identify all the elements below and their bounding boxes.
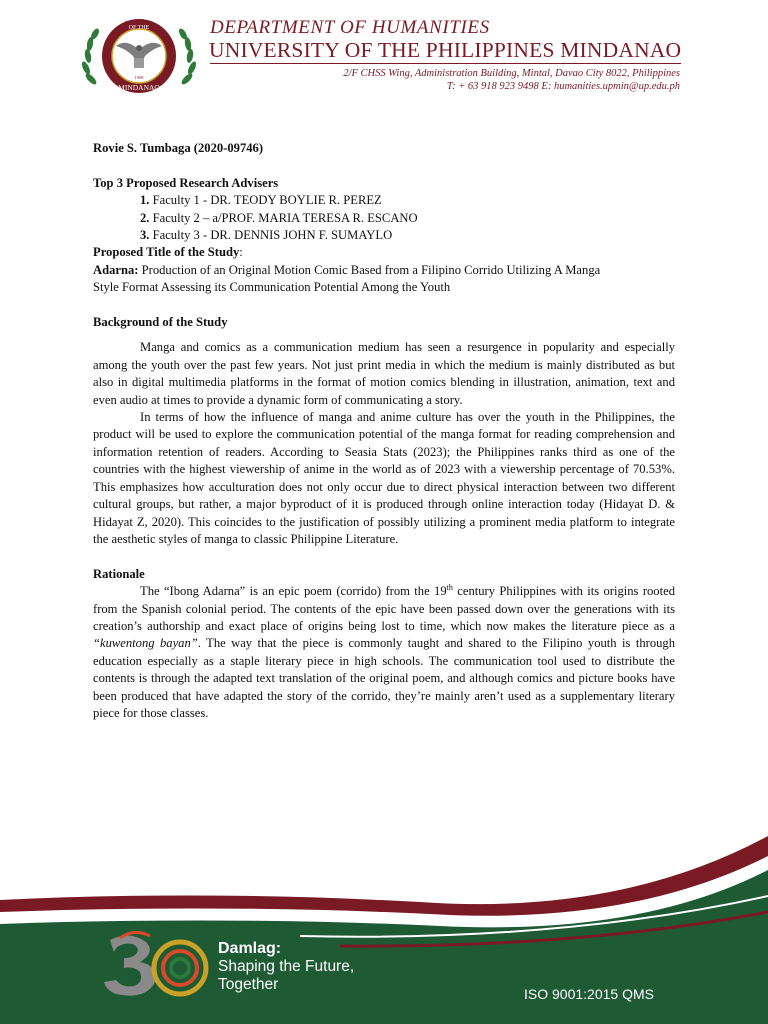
proposed-title-line-2: Style Format Assessing its Communication Potential Among the Youth [93,280,451,295]
department-contact: T: + 63 918 923 9498 E: humanities.upmin@up.edu.ph [446,81,680,92]
up-mindanao-seal-icon [80,16,198,94]
footer-tagline-line-1: Shaping the Future, [218,958,355,975]
footer-tagline-title: Damlag: [218,940,282,957]
seal-bottom-text: MINDANAO [118,83,160,92]
advisers-heading: Top 3 Proposed Research Advisers [93,175,279,190]
document-body [93,140,675,722]
seal-top-text: OF THE [128,25,150,31]
advisers-list [93,192,675,244]
university-name: UNIVERSITY OF THE PHILIPPINES MINDANAO [209,38,682,62]
rationale-paragraph: The “Ibong Adarna” is an epic poem (corrido) from the 19th century Philippines with its origins rooted from the Spanish colonial period. The contents of the epic have been passed down over the generations with its creation’s authorship and exact place of origins being lost to time, which now makes the literature piece as a “kuwentong bayan”. The way that the piece is commonly taught and shared to the Filipino youth is through education especially as a staple literary piece in high schools. The communication tool used to distribute the contents is through the adapted text translation of the original poem, and although comics and picture books have been produced that have adapted the story of the corrido, they’re mainly aren’t used as a supplementary literary piece for those classes. [93,582,676,720]
adviser-item: 1. Faculty 1 - DR. TEODY BOYLIE R. PEREZ [140,193,382,208]
seal-year-text: 1908 [134,75,144,80]
background-paragraph-1: Manga and comics as a communication medium has seen a resurgence in popularity and especially among the youth over the past few years. Not just print media in which the medium is mainly distributed as but also in digital multimedia platforms in the format of motion comics blending in illustration, animation, text and even audio at times to provide a dynamic form of communicating a story. [93,340,675,407]
header-divider [210,63,681,64]
student-name-id: Rovie S. Tumbaga (2020-09746) [93,141,264,155]
anniversary-30-logo-icon [100,928,212,1002]
department-name: DEPARTMENT OF HUMANITIES [210,17,490,38]
proposed-title-label: Proposed Title of the Study: [93,245,243,260]
rationale-heading: Rationale [93,566,145,581]
background-heading: Background of the Study [93,315,228,330]
department-address: 2/F CHSS Wing, Administration Building, Mintal, Davao City 8022, Philippines [343,68,680,79]
background-paragraph-2: In terms of how the influence of manga and anime culture has over the youth in the Philippines, the product will be used to explore the communication potential of the manga format for reading comprehension and information retention of readers. According to Seasia Stats (2023); the Philippines ranks third as one of the countries with the highest viewership of anime in the world as of 2023 with a viewership percentage of 70.53%. This emphasizes how acculturation does not only occur due to direct physical interaction between two different cultural groups, but rather, a major byproduct of it is produced through online interaction today (Hidayat D. & Hidayat Z, 2020). This coincides to the justification of possibly utilizing a prominent media platform to integrate the aesthetic styles of manga to classic Philippine Literature. [93,410,675,546]
proposed-title-line-1: Adarna: Production of an Original Motion Comic Based from a Filipino Corrido Utilizing A Manga [93,262,601,277]
adviser-item: 2. Faculty 2 – a/PROF. MARIA TERESA R. ESCANO [140,210,418,225]
adviser-item: 3. Faculty 3 - DR. DENNIS JOHN F. SUMAYLO [140,228,393,243]
iso-certification: ISO 9001:2015 QMS [524,986,654,1002]
footer-tagline-line-2: Together [218,976,279,993]
